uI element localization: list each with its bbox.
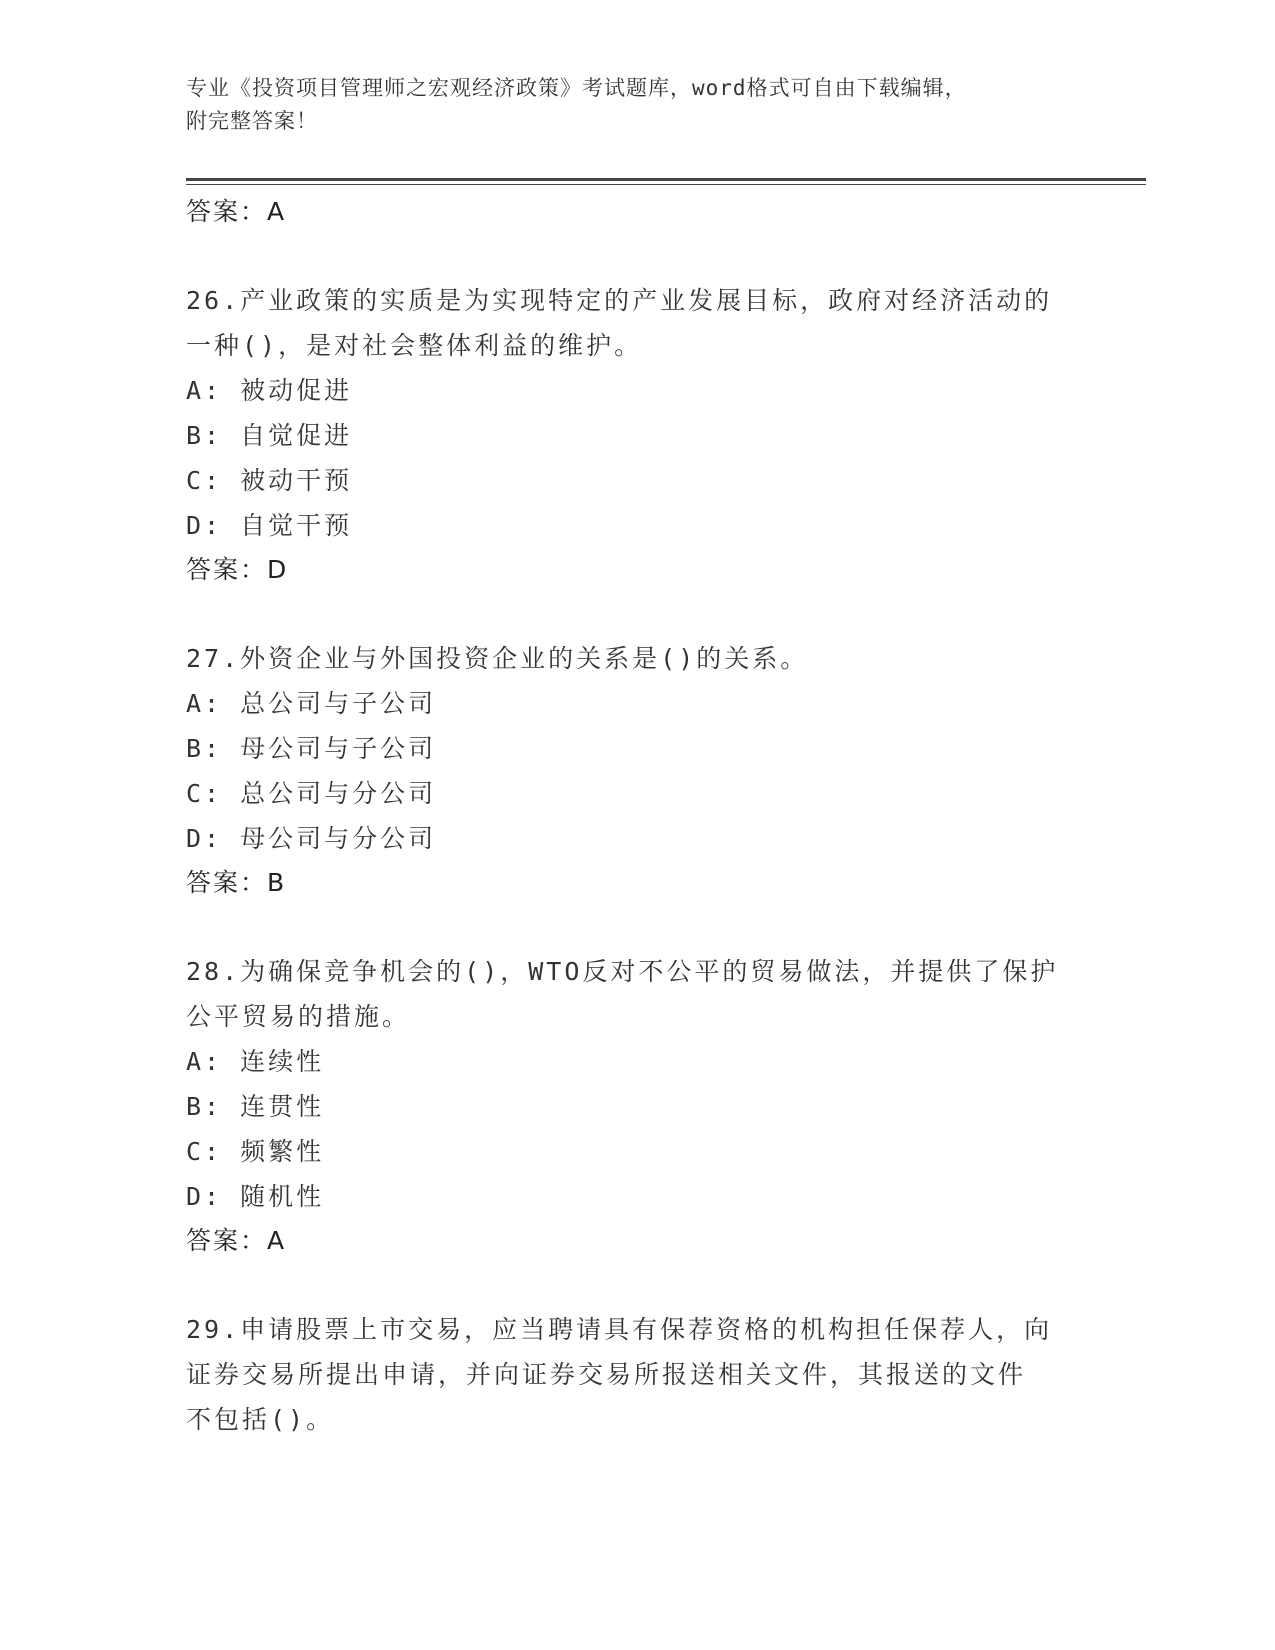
stem-line: 证券交易所提出申请，并向证券交易所报送相关文件，其报送的文件 — [186, 1360, 1027, 1389]
question-26 — [186, 278, 1086, 592]
option-b: B: 自觉促进 — [186, 421, 353, 450]
spacer — [186, 905, 1086, 949]
question-stem — [186, 1307, 1066, 1442]
option-c: C: 被动干预 — [186, 466, 353, 495]
option-b: B: 母公司与子公司 — [186, 734, 437, 763]
header-divider-thick — [186, 178, 1146, 181]
previous-answer: 答案：A — [186, 197, 287, 226]
stem-line: 28.为确保竞争机会的()，WTO反对不公平的贸易做法，并提供了保护 — [186, 957, 1059, 986]
header-line-2: 附完整答案！ — [186, 109, 318, 133]
question-stem — [186, 278, 1066, 368]
header-divider-thin — [186, 184, 1146, 185]
answer-label: 答案：A — [186, 1226, 287, 1255]
question-stem — [186, 949, 1066, 1039]
question-stem — [186, 636, 1066, 681]
stem-line: 29.申请股票上市交易，应当聘请具有保荐资格的机构担任保荐人，向 — [186, 1315, 1053, 1344]
answer-label: 答案：B — [186, 868, 287, 897]
option-a: A: 连续性 — [186, 1047, 325, 1076]
question-list — [186, 190, 1086, 1442]
option-a: A: 总公司与子公司 — [186, 689, 437, 718]
option-d: D: 母公司与分公司 — [186, 824, 437, 853]
header-line-1: 专业《投资项目管理师之宏观经济政策》考试题库，word格式可自由下载编辑， — [186, 76, 967, 100]
answer-label: 答案：D — [186, 555, 289, 584]
document-header — [186, 72, 1086, 138]
stem-line: 一种()，是对社会整体利益的维护。 — [186, 331, 643, 360]
option-d: D: 随机性 — [186, 1182, 325, 1211]
stem-line: 不包括()。 — [186, 1405, 335, 1434]
spacer — [186, 1263, 1086, 1307]
spacer — [186, 592, 1086, 636]
question-28 — [186, 949, 1086, 1263]
spacer — [186, 234, 1086, 278]
option-d: D: 自觉干预 — [186, 511, 353, 540]
option-b: B: 连贯性 — [186, 1092, 325, 1121]
question-29 — [186, 1307, 1086, 1442]
option-c: C: 频繁性 — [186, 1137, 325, 1166]
stem-line: 26.产业政策的实质是为实现特定的产业发展目标，政府对经济活动的 — [186, 286, 1053, 315]
option-a: A: 被动促进 — [186, 376, 353, 405]
option-c: C: 总公司与分公司 — [186, 779, 437, 808]
stem-line: 公平贸易的措施。 — [186, 1002, 411, 1031]
stem-line: 27.外资企业与外国投资企业的关系是()的关系。 — [186, 644, 809, 673]
question-27 — [186, 636, 1086, 905]
